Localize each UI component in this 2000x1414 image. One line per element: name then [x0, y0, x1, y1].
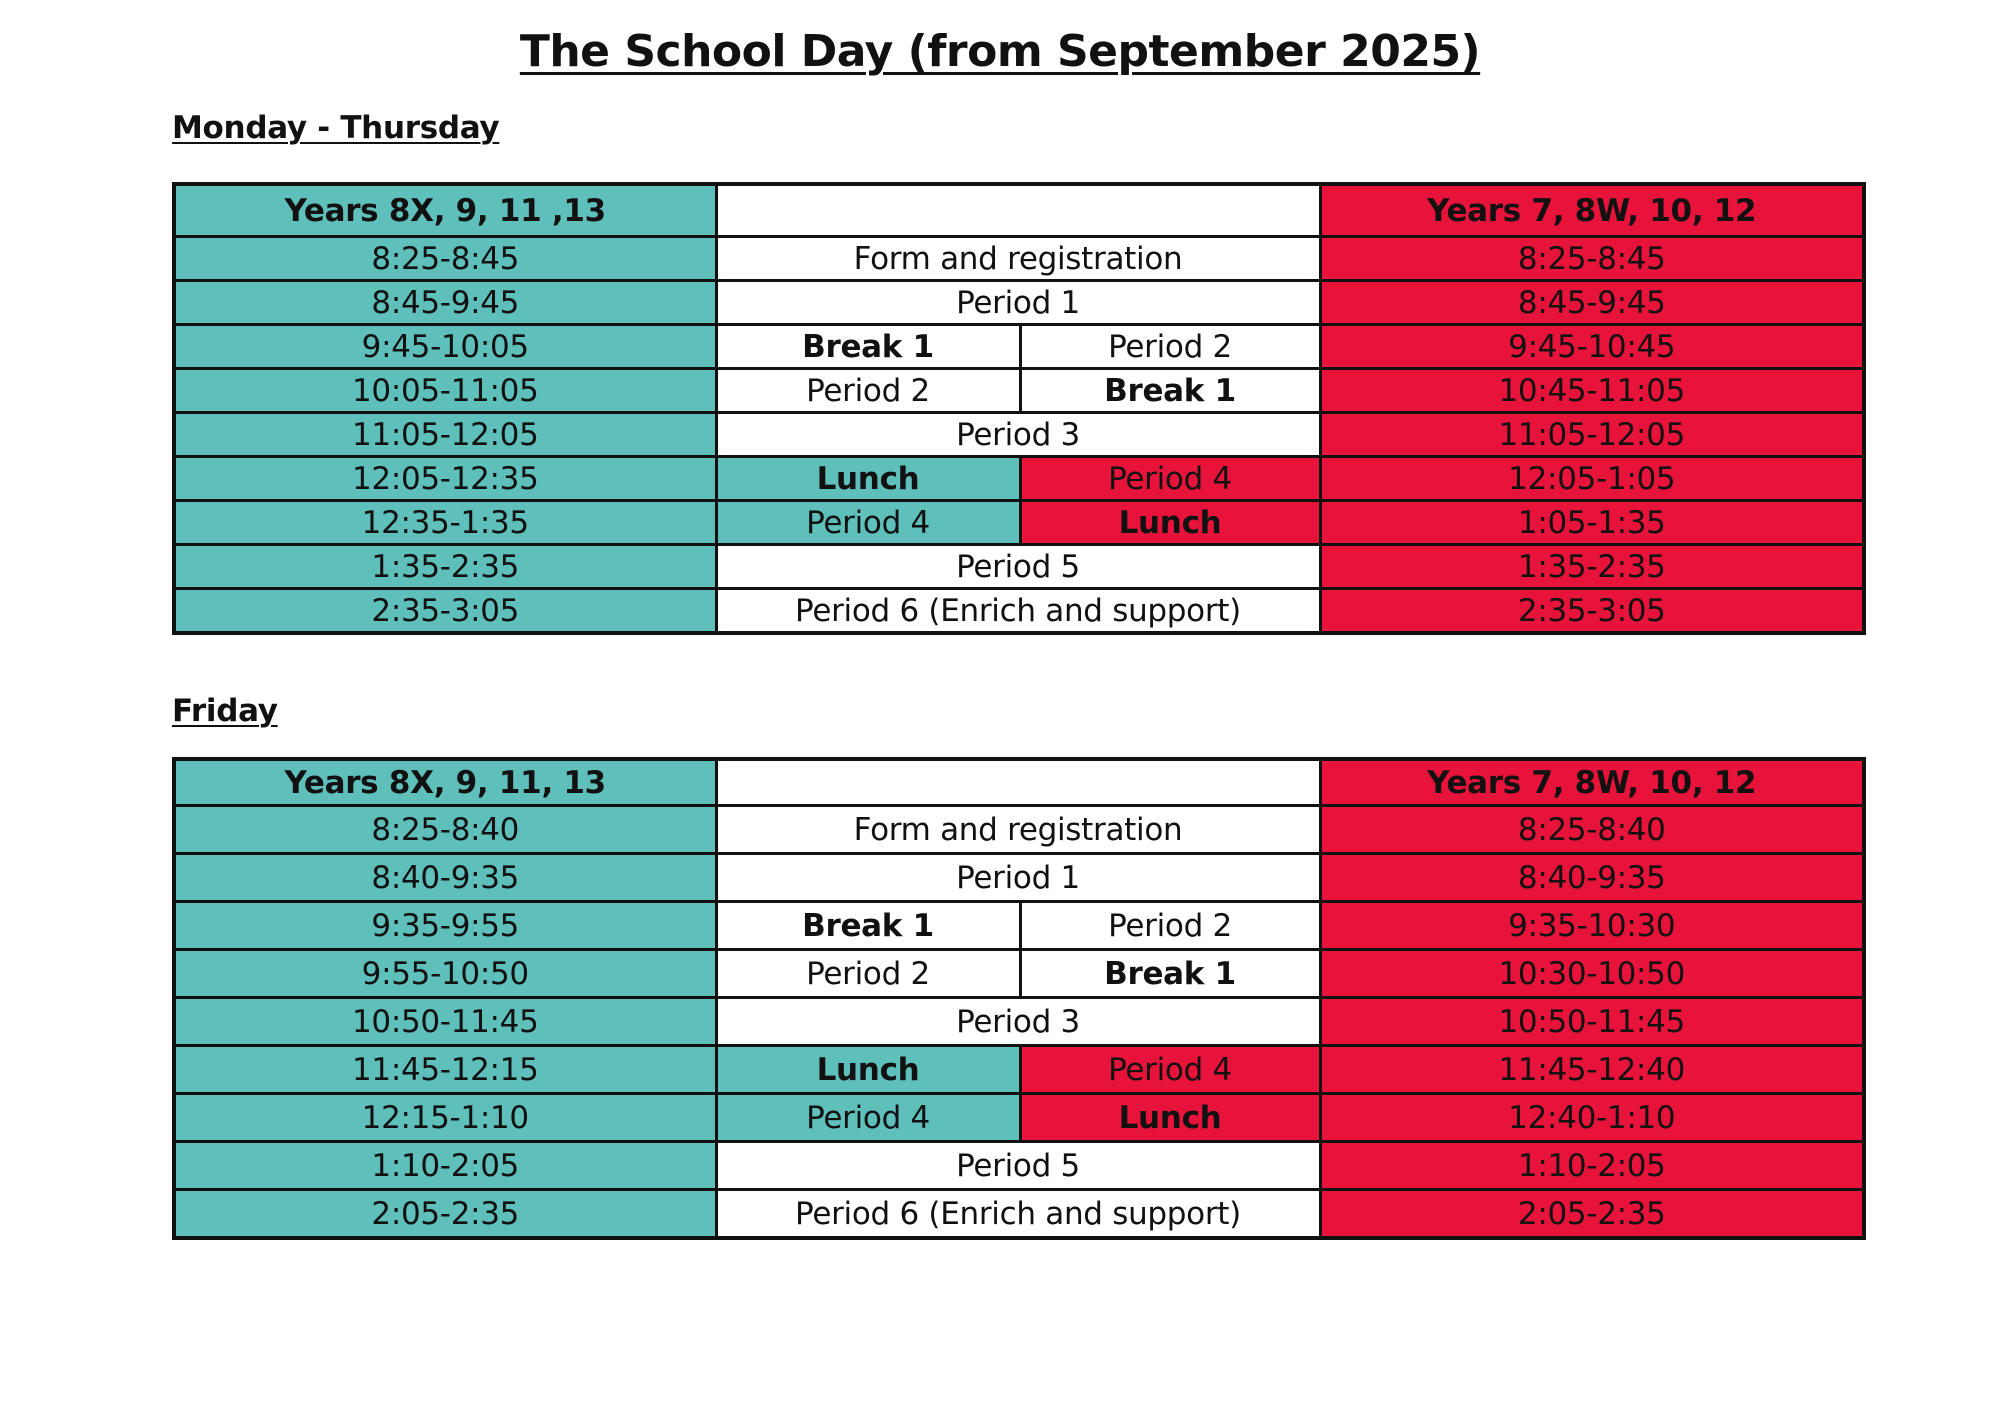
group-b-activity: Period 4 [1020, 1046, 1320, 1094]
table-row [174, 950, 1864, 998]
group-a-time: 8:25-8:40 [174, 806, 716, 854]
group-a-time: 1:10-2:05 [174, 1142, 716, 1190]
group-b-time: 1:05-1:35 [1320, 501, 1864, 545]
table-row [174, 902, 1864, 950]
table-row [174, 457, 1864, 501]
table-row [174, 806, 1864, 854]
group-a-time: 11:05-12:05 [174, 413, 716, 457]
group-b-time: 8:25-8:40 [1320, 806, 1864, 854]
activity-header [716, 759, 1320, 806]
table-row [174, 325, 1864, 369]
table-row [174, 589, 1864, 634]
group-a-activity: Period 2 [716, 950, 1020, 998]
group-b-time: 8:45-9:45 [1320, 281, 1864, 325]
group-a-activity: Period 2 [716, 369, 1020, 413]
group-b-time: 10:50-11:45 [1320, 998, 1864, 1046]
timetable-monday-thursday [172, 182, 1866, 635]
table-row [174, 545, 1864, 589]
activity: Period 6 (Enrich and support) [716, 589, 1320, 634]
group-b-time: 8:25-8:45 [1320, 237, 1864, 281]
group-a-time: 1:35-2:35 [174, 545, 716, 589]
group-a-time: 9:45-10:05 [174, 325, 716, 369]
group-a-time: 2:35-3:05 [174, 589, 716, 634]
group-a-activity: Break 1 [716, 325, 1020, 369]
group-b-time: 9:35-10:30 [1320, 902, 1864, 950]
activity: Period 6 (Enrich and support) [716, 1190, 1320, 1239]
group-b-header: Years 7, 8W, 10, 12 [1320, 184, 1864, 237]
section-heading-friday: Friday [172, 693, 278, 729]
timetable-friday [172, 757, 1866, 1240]
group-b-time: 1:10-2:05 [1320, 1142, 1864, 1190]
group-a-activity: Period 4 [716, 1094, 1020, 1142]
group-a-time: 9:35-9:55 [174, 902, 716, 950]
group-b-time: 2:05-2:35 [1320, 1190, 1864, 1239]
activity: Period 5 [716, 1142, 1320, 1190]
table-header-row [174, 184, 1864, 237]
group-a-activity: Break 1 [716, 902, 1020, 950]
group-a-activity: Period 4 [716, 501, 1020, 545]
table-row [174, 998, 1864, 1046]
group-a-time: 9:55-10:50 [174, 950, 716, 998]
group-b-time: 11:45-12:40 [1320, 1046, 1864, 1094]
activity: Period 5 [716, 545, 1320, 589]
group-a-time: 8:45-9:45 [174, 281, 716, 325]
group-a-activity: Lunch [716, 457, 1020, 501]
group-a-header: Years 8X, 9, 11, 13 [174, 759, 716, 806]
group-a-time: 12:15-1:10 [174, 1094, 716, 1142]
group-a-header: Years 8X, 9, 11 ,13 [174, 184, 716, 237]
table-row [174, 501, 1864, 545]
table-row [174, 237, 1864, 281]
activity: Period 1 [716, 281, 1320, 325]
activity: Form and registration [716, 806, 1320, 854]
activity: Form and registration [716, 237, 1320, 281]
group-a-time: 8:40-9:35 [174, 854, 716, 902]
group-b-time: 10:30-10:50 [1320, 950, 1864, 998]
table-row [174, 1190, 1864, 1239]
group-a-time: 12:05-12:35 [174, 457, 716, 501]
group-b-time: 9:45-10:45 [1320, 325, 1864, 369]
activity: Period 1 [716, 854, 1320, 902]
table-row [174, 854, 1864, 902]
group-a-time: 11:45-12:15 [174, 1046, 716, 1094]
group-b-activity: Break 1 [1020, 950, 1320, 998]
group-a-time: 10:05-11:05 [174, 369, 716, 413]
table-row [174, 413, 1864, 457]
group-b-time: 1:35-2:35 [1320, 545, 1864, 589]
activity: Period 3 [716, 998, 1320, 1046]
group-b-time: 8:40-9:35 [1320, 854, 1864, 902]
group-a-time: 10:50-11:45 [174, 998, 716, 1046]
group-a-activity: Lunch [716, 1046, 1020, 1094]
group-b-activity: Period 4 [1020, 457, 1320, 501]
page-title: The School Day (from September 2025) [519, 26, 1481, 77]
section-heading-monday-thursday: Monday - Thursday [172, 110, 500, 146]
table-row [174, 1094, 1864, 1142]
group-b-activity: Break 1 [1020, 369, 1320, 413]
group-b-time: 12:40-1:10 [1320, 1094, 1864, 1142]
activity-header [716, 184, 1320, 237]
group-b-time: 12:05-1:05 [1320, 457, 1864, 501]
group-b-activity: Lunch [1020, 1094, 1320, 1142]
table-row [174, 1142, 1864, 1190]
group-b-header: Years 7, 8W, 10, 12 [1320, 759, 1864, 806]
table-row [174, 369, 1864, 413]
activity: Period 3 [716, 413, 1320, 457]
group-a-time: 2:05-2:35 [174, 1190, 716, 1239]
table-row [174, 1046, 1864, 1094]
group-a-time: 12:35-1:35 [174, 501, 716, 545]
table-header-row [174, 759, 1864, 806]
group-b-time: 2:35-3:05 [1320, 589, 1864, 634]
group-b-time: 11:05-12:05 [1320, 413, 1864, 457]
group-b-time: 10:45-11:05 [1320, 369, 1864, 413]
table-row [174, 281, 1864, 325]
group-b-activity: Period 2 [1020, 902, 1320, 950]
group-b-activity: Lunch [1020, 501, 1320, 545]
group-b-activity: Period 2 [1020, 325, 1320, 369]
group-a-time: 8:25-8:45 [174, 237, 716, 281]
